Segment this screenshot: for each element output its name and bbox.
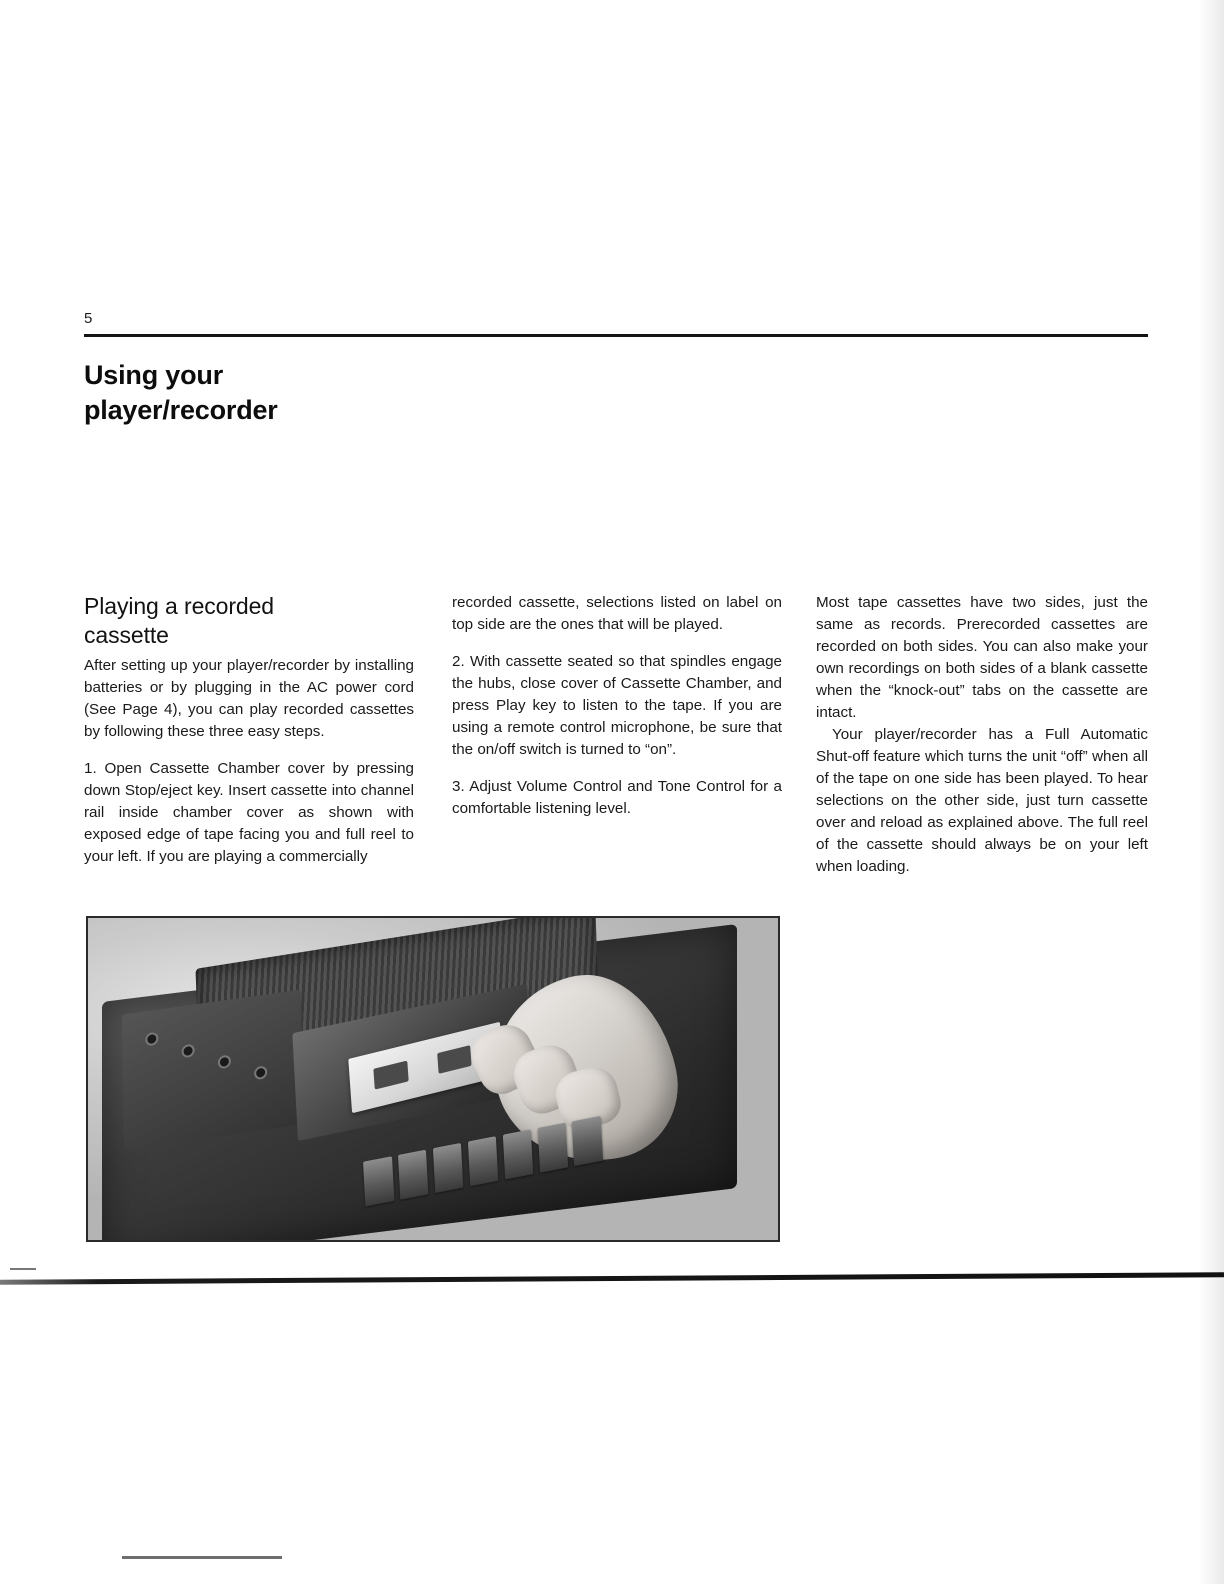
step-one-paragraph: 1. Open Cassette Chamber cover by pressing down Stop/eject key. Insert cassette into channel rail inside chamber cover as shown with exposed edge of tape facing you and full reel to your left. If you are playing a commercially xyxy=(84,760,414,866)
column-one xyxy=(84,592,414,868)
jack-icon xyxy=(183,1045,192,1055)
shutoff-paragraph: Your player/recorder has a Full Automatic Shut-off feature which turns the unit “off” when all of the tape on one side has been played. To hear selections on the other side, just turn cassette over and reload as explained above. The full reel of the cassette should always be on your left when loading. xyxy=(816,726,1148,876)
auxiliary-key xyxy=(572,1115,603,1165)
page-title-line-2: player/recorder xyxy=(84,394,278,425)
scan-top-margin xyxy=(0,0,1224,250)
rewind-key xyxy=(433,1142,464,1192)
page-title xyxy=(84,358,604,427)
step-three-paragraph: 3. Adjust Volume Control and Tone Control for a comfortable listening level. xyxy=(452,778,782,818)
page-title-line-1: Using your xyxy=(84,360,224,390)
cassette-recorder-photo xyxy=(86,916,780,1242)
intro-paragraph: After setting up your player/recorder by installing batteries or by plugging in the AC power cord (See Page 4), you can play recorded cassettes by following these three easy steps. xyxy=(84,657,414,741)
step-one-continued: recorded cassette, selections listed on label on top side are the ones that will be played. xyxy=(452,594,782,634)
play-key xyxy=(398,1149,429,1199)
jack-icon xyxy=(255,1067,264,1077)
column-two xyxy=(452,592,782,820)
header-divider xyxy=(84,334,1148,337)
scan-bottom-tick xyxy=(10,1268,36,1270)
section-heading-line-2: cassette xyxy=(84,621,169,648)
page-bottom-edge xyxy=(0,1272,1224,1284)
jack-icon xyxy=(219,1056,228,1066)
column-three xyxy=(816,592,1148,878)
step-two-paragraph: 2. With cassette seated so that spindles engage the hubs, close cover of Cassette Chamber, and press Play key to listen to the tape. If you are using a remote control microphone, be sure that the on/off switch is turned to “on”. xyxy=(452,653,782,759)
record-key xyxy=(363,1156,394,1206)
pause-key xyxy=(537,1122,568,1172)
section-heading xyxy=(84,592,414,649)
fast-forward-key xyxy=(468,1136,499,1186)
footer-mark xyxy=(122,1556,282,1559)
scan-right-shadow xyxy=(1198,0,1224,1584)
jack-icon xyxy=(147,1034,156,1044)
stop-eject-key xyxy=(502,1129,533,1179)
page-number: 5 xyxy=(84,310,93,327)
recorder-left-control-panel xyxy=(121,989,303,1149)
photo-background xyxy=(88,918,778,1240)
sides-paragraph: Most tape cassettes have two sides, just the same as records. Prerecorded cassettes are recorded on both sides. You can also make your own recordings on both sides of a blank cassette when the “knock-out” tabs on the cassette are intact. xyxy=(816,594,1148,722)
section-heading-line-1: Playing a recorded xyxy=(84,593,274,619)
